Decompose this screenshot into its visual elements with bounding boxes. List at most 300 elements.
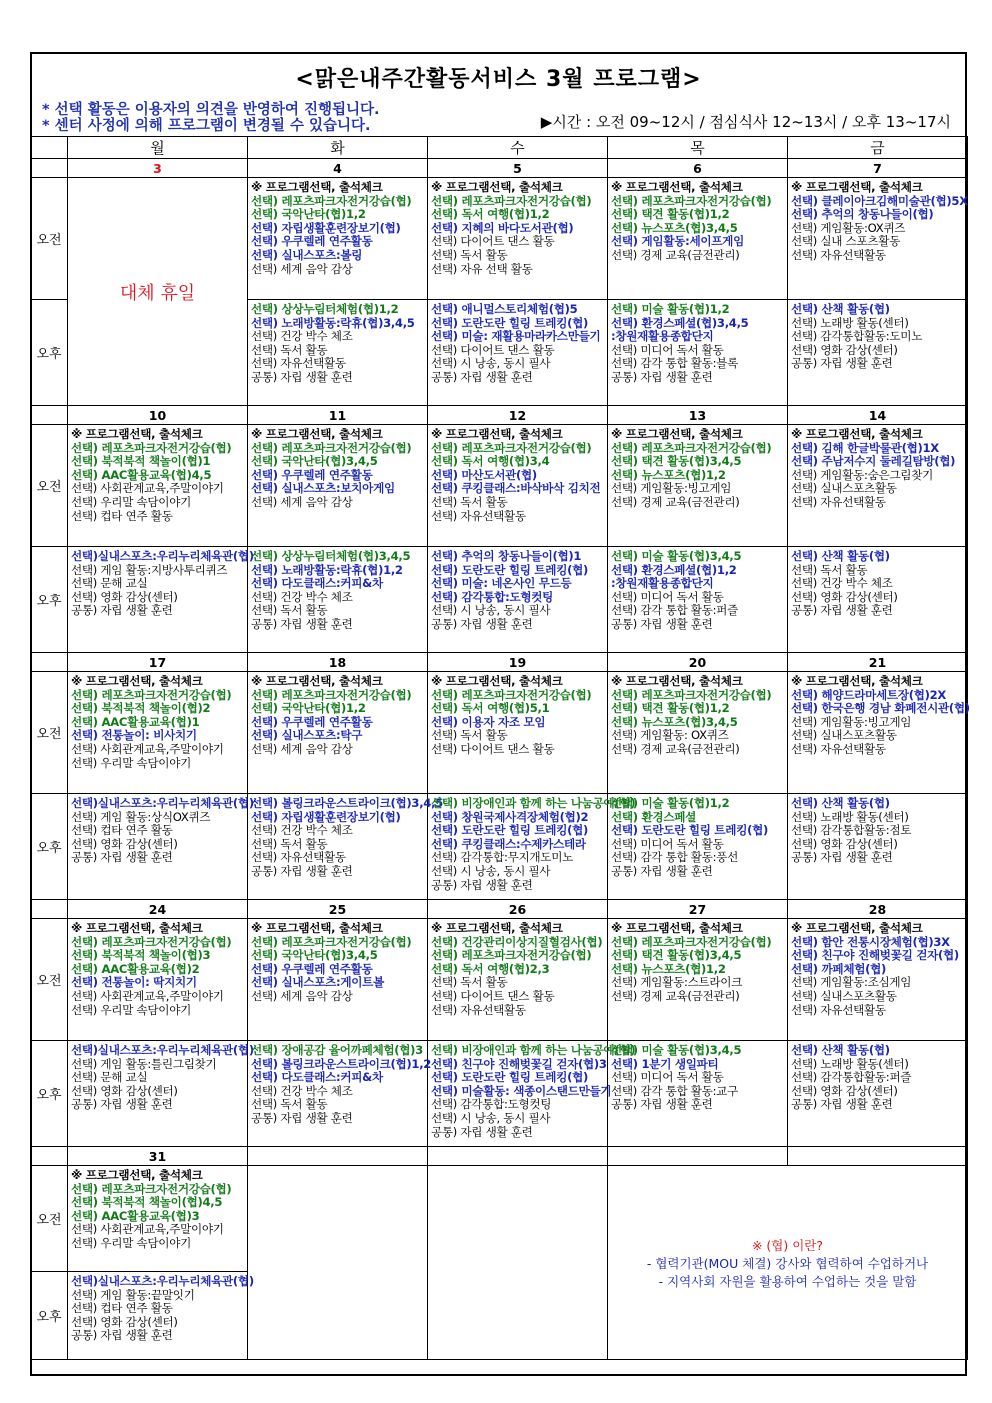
- activity-line: 선택) 감각 통합 활동:교구: [611, 1083, 738, 1098]
- corner-cell: [31, 900, 68, 919]
- activity-line: 선택) 독서 여행(협)2,3: [431, 961, 550, 976]
- activity-line: 선택) 장애공감 율어까페체험(협)3: [251, 1043, 423, 1057]
- activity-cell: [608, 919, 788, 1041]
- activity-line: 공통) 자립 생활 훈련: [251, 616, 353, 631]
- activity-line: ※ 프로그램선택, 출석체크: [431, 674, 563, 688]
- activity-line: 선택) 레포츠파크자전거강습(협): [71, 1181, 232, 1196]
- activity-line: 공통) 자립 생활 훈련: [431, 616, 533, 631]
- notice-line: * 센터 사정에 의해 프로그램이 변경될 수 있습니다.: [42, 118, 371, 134]
- activity-line: 선택) 한국은행 경남 화폐전시관(협): [791, 701, 970, 716]
- activity-line: 선택) 독서 활동: [431, 728, 508, 743]
- activity-line: 선택) 게임활동:세이프게임: [611, 234, 744, 249]
- legend-line: - 협력기관(MOU 체결) 강사와 협력하여 수업하거나: [646, 1255, 929, 1271]
- date-row: [31, 1147, 968, 1166]
- activity-cell: [428, 425, 608, 547]
- activity-line: 선택) 북적북적 책놀이(협)3: [71, 948, 211, 963]
- period-label: 오후: [31, 1041, 68, 1147]
- period-label: 오전: [31, 672, 68, 794]
- activity-line: 선택) 게임활동:숨은그림찾기: [791, 467, 934, 482]
- weekday-header: 화: [248, 137, 428, 159]
- date-cell: 3: [68, 159, 248, 178]
- activity-line: 선택) 뉴스포츠(협)1,2: [611, 961, 726, 976]
- activity-line: 선택) 볼링크라운스트라이크(협)3,4,5: [251, 796, 443, 810]
- activity-line: 선택) 사회관계교육,주말이야기: [71, 741, 224, 756]
- activity-line: ※ 프로그램선택, 출석체크: [431, 180, 563, 194]
- activity-line: 선택) 감각통합활동:도미노: [791, 329, 923, 344]
- activity-line: ※ 프로그램선택, 출석체크: [611, 427, 743, 441]
- period-label: 오전: [31, 178, 68, 300]
- activity-cell: [68, 1041, 254, 1147]
- activity-line: 선택) 레포츠파크자전거강습(협): [71, 440, 232, 455]
- activity-line: 선택) 다도클래스:커피&차: [251, 576, 383, 591]
- weekday-header: 금: [788, 137, 968, 159]
- activity-line: 선택) AAC활용교육(협)3: [71, 1208, 200, 1223]
- activity-cell: [788, 178, 968, 300]
- activity-line: 선택) 추억의 창동나들이(협)1: [431, 549, 582, 563]
- activity-cell: [248, 178, 428, 300]
- activity-list: [68, 425, 247, 525]
- activity-line: 선택) 산책 활동(협): [791, 302, 890, 316]
- date-cell: [428, 1147, 608, 1166]
- activity-line: 선택) 자유선택활동: [791, 741, 886, 756]
- activity-cell: [608, 547, 788, 653]
- date-cell: 26: [428, 900, 608, 919]
- activity-cell: [68, 425, 248, 547]
- activity-line: 선택) 레포츠파크자전거강습(협): [611, 687, 772, 702]
- activity-line: 선택) 해양드라마세트장(협)2X: [791, 687, 947, 702]
- activity-line: ※ 프로그램선택, 출석체크: [791, 427, 923, 441]
- activity-line: 선택) 뉴스포츠(협)3,4,5: [611, 714, 738, 729]
- activity-line: 선택) 미술: 재활용마라카스만들기: [431, 329, 601, 344]
- activity-line: 선택) 레포츠파크자전거강습(협): [71, 687, 232, 702]
- activity-cell: [788, 1041, 968, 1147]
- activity-line: 선택) 택견 활동(협)1,2: [611, 701, 730, 716]
- date-cell: 11: [248, 406, 428, 425]
- activity-line: 선택) 레포츠파크자전거강습(협): [611, 934, 772, 949]
- date-cell: 31: [68, 1147, 248, 1166]
- activity-line: 선택) 전통놀이: 비사치기: [71, 728, 197, 743]
- activity-cell: [248, 425, 428, 547]
- date-row: [31, 406, 968, 425]
- activity-line: 선택) 환경스페셜(협)3,4,5: [611, 315, 749, 330]
- activity-line: 선택)실내스포츠:우리누리체육관(협): [71, 796, 254, 810]
- activity-line: ※ 프로그램선택, 출석체크: [251, 674, 383, 688]
- activity-line: 선택) 시 낭송, 동시 필사: [431, 603, 551, 618]
- corner-cell: [31, 406, 68, 425]
- activity-line: 선택) 미술 활동(협)1,2: [611, 302, 730, 316]
- activity-list: [608, 547, 787, 634]
- activity-line: 선택) 감각 통합 활동:퍼즐: [611, 603, 738, 618]
- activity-line: 선택) 감각통합활동:점토: [791, 823, 912, 838]
- activity-cell: [608, 794, 788, 900]
- activity-line: 공통) 자립 생활 훈련: [71, 1097, 173, 1112]
- date-cell: [788, 1147, 968, 1166]
- activity-line: 선택) 실내스포츠:탁구: [251, 728, 363, 743]
- activity-line: ※ 프로그램선택, 출석체크: [611, 180, 743, 194]
- activity-line: 선택) 마산도서관(협): [431, 467, 537, 482]
- activity-line: 공통) 자립 생활 훈련: [71, 603, 173, 618]
- activity-line: 선택) 국악난타(협)1,2: [251, 701, 366, 716]
- period-label: 오후: [31, 1272, 68, 1360]
- activity-line: 공통) 자립 생활 훈련: [431, 369, 533, 384]
- activity-cell: [428, 672, 608, 794]
- activity-line: 공통) 자립 생활 훈련: [611, 1097, 713, 1112]
- activity-line: 선택) 미술활동: 색종이스탠드만들기: [431, 1083, 612, 1098]
- activity-line: 선택) 자유선택활동: [431, 1002, 526, 1017]
- activity-cell: [68, 794, 254, 900]
- activity-list: [68, 919, 247, 1019]
- activity-line: 선택) 우쿠렐레 연주활동: [251, 467, 373, 482]
- period-label: 오전: [31, 1166, 68, 1272]
- activity-line: 선택) 북적북적 책놀이(협)2: [71, 701, 211, 716]
- period-label: 오후: [31, 547, 68, 653]
- activity-line: 공통) 자립 생활 훈련: [251, 369, 353, 384]
- activity-line: 선택) 감각 통합 활동:풍선: [611, 850, 738, 865]
- activity-line: ※ 프로그램선택, 출석체크: [791, 674, 923, 688]
- activity-line: 선택) 클레이아크김해미술관(협)5X: [791, 193, 968, 208]
- activity-cell: [788, 919, 968, 1041]
- activity-line: 선택) 노래방활동:락휴(협)3,4,5: [251, 315, 415, 330]
- header: [32, 54, 965, 138]
- activity-line: 선택) 우리말 속담이야기: [71, 494, 191, 509]
- activity-line: :창원재활용종합단지: [611, 576, 714, 591]
- activity-cell: [248, 300, 428, 406]
- activity-list: [248, 794, 443, 881]
- activity-cell: [608, 300, 788, 406]
- activity-line: 선택) 우리말 속담이야기: [71, 1235, 191, 1250]
- activity-list: [428, 178, 607, 278]
- weekday-header-row: [31, 137, 968, 159]
- activity-line: 선택) 도란도란 힐링 트레킹(협): [431, 562, 589, 577]
- activity-line: 선택) 게임 활동:틀린그림찾기: [71, 1056, 217, 1071]
- activity-cell: [788, 794, 968, 900]
- activity-line: 선택) 우쿠렐레 연주활동: [251, 714, 373, 729]
- activity-cell: [788, 425, 968, 547]
- activity-line: 선택) 이용자 자조 모임: [431, 714, 546, 729]
- activity-line: 선택) 사회관계교육,주말이야기: [71, 481, 224, 496]
- activity-line: 공통) 자립 생활 훈련: [791, 603, 893, 618]
- date-cell: 19: [428, 653, 608, 672]
- activity-line: 선택) 노래방 활동(센터): [791, 315, 909, 330]
- activity-line: 선택) 건강 박수 체조: [251, 589, 353, 604]
- activity-list: [608, 672, 787, 759]
- activity-cell: [608, 1041, 788, 1147]
- activity-line: 선택) 경제 교육(금전관리): [611, 494, 740, 509]
- activity-line: 선택) AAC활용교육(협)1: [71, 714, 200, 729]
- activity-line: 선택) 독서 활동: [251, 342, 328, 357]
- activity-line: 선택) 독서 활동: [431, 494, 508, 509]
- activity-line: 선택) 사회관계교육,주말이야기: [71, 1222, 224, 1237]
- activity-line: 선택) 건강 박수 체조: [251, 823, 353, 838]
- activity-line: 선택) 시 낭송, 동시 필사: [431, 1110, 551, 1125]
- activity-line: 선택) 도란도란 힐링 트레킹(협): [431, 823, 589, 838]
- activity-cell: [68, 919, 248, 1041]
- activity-list: [608, 794, 787, 881]
- activity-line: 선택) 미술 활동(협)3,4,5: [611, 1043, 742, 1057]
- activity-cell: [608, 178, 788, 300]
- activity-line: 선택) 경제 교육(금전관리): [611, 247, 740, 262]
- activity-list: [788, 919, 967, 1019]
- activity-line: 선택) 감각통합:도형컷팅: [431, 1097, 552, 1112]
- activity-line: 선택) 감각통합:도형컷팅: [431, 589, 554, 604]
- activity-line: 선택) 자유선택활동: [791, 247, 886, 262]
- activity-line: 선택) 우쿠렐레 연주활동: [251, 961, 373, 976]
- activity-line: 선택) 북적북적 책놀이(협)4,5: [71, 1195, 223, 1210]
- activity-line: 선택) AAC활용교육(협)2: [71, 961, 200, 976]
- activity-line: ※ 프로그램선택, 출석체크: [791, 180, 923, 194]
- activity-cell: [248, 794, 443, 900]
- activity-line: 선택)실내스포츠:우리누리체육관(협): [71, 1274, 254, 1288]
- weekday-header: 월: [68, 137, 248, 159]
- date-cell: [248, 1147, 428, 1166]
- activity-list: [248, 547, 427, 634]
- activity-line: 선택) 비장애인과 함께 하는 나눔공예(협): [431, 1043, 636, 1057]
- period-label: 오전: [31, 425, 68, 547]
- period-label: 오후: [31, 794, 68, 900]
- activity-line: 선택) 김해 한글박물관(협)1X: [791, 440, 939, 455]
- activity-line: 선택) 실내스포츠활동: [791, 481, 897, 496]
- activity-line: 선택) 컵타 연주 활동: [71, 823, 173, 838]
- activity-line: 선택) 자유선택활동: [251, 356, 346, 371]
- activity-line: 선택) 국악난타(협)3,4,5: [251, 948, 378, 963]
- activity-list: [608, 1041, 787, 1114]
- activity-line: 선택) 게임활동: OX퀴즈: [611, 728, 729, 743]
- date-cell: 21: [788, 653, 968, 672]
- activity-line: 선택) 컵타 연주 활동: [71, 1301, 173, 1316]
- activity-line: 공통) 자립 생활 훈련: [251, 863, 353, 878]
- date-cell: 20: [608, 653, 788, 672]
- activity-cell: [428, 794, 636, 900]
- activity-line: 선택) 도란도란 힐링 트레킹(협): [611, 823, 769, 838]
- legend-title: ※ (협) 이란?: [751, 1237, 824, 1253]
- activity-line: 선택) 우쿠렐레 연주활동: [251, 234, 373, 249]
- activity-line: 선택) 레포츠파크자전거강습(협): [431, 948, 592, 963]
- date-cell: 24: [68, 900, 248, 919]
- date-row: [31, 159, 968, 178]
- activity-line: 선택) 함안 전통시장체험(협)3X: [791, 934, 950, 949]
- empty-cell: [248, 1166, 428, 1360]
- activity-line: 선택) 독서 여행(협)3,4: [431, 454, 550, 469]
- activity-list: [248, 425, 427, 512]
- activity-line: 선택) 세계 음악 감상: [251, 494, 353, 509]
- activity-line: 선택) 노래방활동:락휴(협)1,2: [251, 562, 403, 577]
- activity-line: 선택) 우리말 속담이야기: [71, 755, 191, 770]
- activity-line: 선택) 미술 활동(협)3,4,5: [611, 549, 742, 563]
- activity-line: 선택) 실내스포츠:볼링: [251, 247, 363, 262]
- holiday-cell: 대체 휴일: [68, 178, 248, 406]
- activity-list: [248, 1041, 432, 1128]
- date-cell: 28: [788, 900, 968, 919]
- activity-line: 선택) 게임 활동:상식OX퀴즈: [71, 809, 211, 824]
- activity-line: 선택) 영화 감상(센터): [791, 1083, 898, 1098]
- morning-row: [31, 178, 968, 300]
- activity-line: 선택) 문해 교실: [71, 576, 148, 591]
- activity-line: 공통) 자립 생활 훈련: [791, 356, 893, 371]
- activity-line: 선택) 건강 박수 체조: [791, 576, 893, 591]
- activity-line: 선택) 경제 교육(금전관리): [611, 741, 740, 756]
- period-label: 오전: [31, 919, 68, 1041]
- activity-cell: [68, 672, 248, 794]
- activity-line: 선택) 산책 활동(협): [791, 796, 890, 810]
- activity-line: 선택) 자유선택활동: [791, 1002, 886, 1017]
- activity-line: 선택) 1분기 생일파티: [611, 1056, 719, 1071]
- activity-line: 선택) 미디어 독서 활동: [611, 836, 724, 851]
- activity-cell: [248, 919, 428, 1041]
- activity-line: 선택) 자유 선택 활동: [431, 261, 533, 276]
- activity-line: 선택) 환경스페셜: [611, 809, 697, 824]
- activity-line: 선택) 자유선택활동: [251, 850, 346, 865]
- activity-line: 선택) 감각통합활동:퍼즐: [791, 1070, 912, 1085]
- activity-line: 선택) 택견 활동(협)3,4,5: [611, 454, 742, 469]
- activity-line: 선택) 세계 음악 감상: [251, 261, 353, 276]
- activity-line: 공통) 자립 생활 훈련: [71, 850, 173, 865]
- activity-line: 선택) 볼링크라운스트라이크(협)1,2: [251, 1056, 432, 1071]
- activity-line: 선택) 도란도란 힐링 트레킹(협): [431, 1070, 589, 1085]
- activity-cell: [608, 672, 788, 794]
- activity-line: 선택) 영화 감상(센터): [791, 836, 898, 851]
- activity-line: 공통) 자립 생활 훈련: [431, 877, 533, 892]
- morning-row: [31, 919, 968, 1041]
- activity-line: 선택) 택견 활동(협)1,2: [611, 207, 730, 222]
- activity-line: ※ 프로그램선택, 출석체크: [251, 427, 383, 441]
- activity-cell: [68, 547, 254, 653]
- date-cell: 25: [248, 900, 428, 919]
- activity-line: 선택) 실내스포츠:게이트볼: [251, 975, 384, 990]
- activity-list: [608, 425, 787, 512]
- corner-cell: [31, 159, 68, 178]
- activity-cell: [428, 919, 608, 1041]
- activity-list: [788, 794, 967, 867]
- activity-line: ※ 프로그램선택, 출석체크: [431, 921, 563, 935]
- date-cell: 5: [428, 159, 608, 178]
- activity-line: 선택) 상상누림터체험(협)1,2: [251, 302, 399, 316]
- activity-line: 선택) 독서 여행(협)1,2: [431, 207, 550, 222]
- activity-list: [788, 300, 967, 373]
- date-cell: 4: [248, 159, 428, 178]
- activity-list: [788, 672, 970, 759]
- activity-line: 선택) 미술: 네온사인 무드등: [431, 576, 572, 591]
- activity-cell: [428, 178, 608, 300]
- morning-row: [31, 425, 968, 547]
- date-cell: 13: [608, 406, 788, 425]
- activity-line: 선택) 레포츠파크자전거강습(협): [251, 934, 412, 949]
- activity-line: 선택) 영화 감상(센터): [791, 589, 898, 604]
- activity-line: ※ 프로그램선택, 출석체크: [71, 921, 203, 935]
- activity-line: 선택) 친구야 진해벚꽃길 걷자(협)3: [431, 1056, 607, 1071]
- date-row: [31, 653, 968, 672]
- activity-line: 선택) 자립생활훈련장보기(협): [251, 220, 401, 235]
- activity-cell: [788, 547, 968, 653]
- activity-line: 선택) 애니멀스토리체험(협)5: [431, 302, 578, 316]
- corner-cell: [31, 653, 68, 672]
- activity-line: 선택) 쿠킹클래스:수제카스테라: [431, 836, 586, 851]
- date-cell: [608, 1147, 788, 1166]
- activity-line: 선택) 뉴스포츠(협)1,2: [611, 467, 726, 482]
- afternoon-row: [31, 1041, 968, 1147]
- corner-cell: [31, 1147, 68, 1166]
- activity-line: 선택) 독서 활동: [251, 1097, 328, 1112]
- activity-line: 선택) 산책 활동(협): [791, 549, 890, 563]
- activity-line: 선택) 주남저수지 둘레길탐방(협): [791, 454, 956, 469]
- activity-list: [608, 300, 787, 387]
- activity-line: 선택) 다이어트 댄스 활동: [431, 988, 555, 1003]
- activity-line: 선택) 북적북적 책놀이(협)1: [71, 454, 211, 469]
- activity-cell: [788, 672, 968, 794]
- activity-line: 선택) 레포츠파크자전거강습(협): [431, 440, 592, 455]
- activity-line: 선택) 미디어 독서 활동: [611, 342, 724, 357]
- activity-line: 선택) 노래방 활동(센터): [791, 1056, 909, 1071]
- activity-line: 선택) 독서 활동: [431, 247, 508, 262]
- activity-line: 선택) 자유선택활동: [791, 494, 886, 509]
- activity-line: 선택) 게임활동:스트라이크: [611, 975, 743, 990]
- activity-cell: [608, 425, 788, 547]
- activity-line: 선택) 게임 활동:끝말잇기: [71, 1287, 195, 1302]
- activity-line: 선택) 환경스페셜(협)1,2: [611, 562, 737, 577]
- activity-line: 선택) 레포츠파크자전거강습(협): [611, 193, 772, 208]
- activity-list: [248, 919, 427, 1006]
- time-info: ▶시간 : 오전 09~12시 / 점심식사 12~13시 / 오후 13~17시: [540, 113, 951, 131]
- activity-line: 선택) 비장애인과 함께 하는 나눔공예(협): [431, 796, 636, 810]
- activity-cell: [248, 672, 428, 794]
- activity-line: 선택) 영화 감상(센터): [71, 836, 178, 851]
- activity-list: [428, 1041, 636, 1141]
- activity-line: 선택) 자립생활훈련장보기(협): [251, 809, 401, 824]
- activity-line: 선택) 건강 박수 체조: [251, 1083, 353, 1098]
- activity-list: [68, 672, 247, 772]
- activity-line: 선택) 레포츠파크자전거강습(협): [251, 440, 412, 455]
- activity-cell: [428, 1041, 636, 1147]
- activity-line: 선택) 자유선택활동: [431, 508, 526, 523]
- activity-line: 선택) 전통놀이: 딱지치기: [71, 975, 197, 990]
- activity-list: [788, 178, 967, 265]
- period-label: 오후: [31, 300, 68, 406]
- morning-row: [31, 672, 968, 794]
- activity-line: 선택) 영화 감상(센터): [71, 1314, 178, 1329]
- activity-line: 선택) 문해 교실: [71, 1070, 148, 1085]
- activity-line: 선택) 친구야 진해벚꽃길 걷자(협): [791, 948, 959, 963]
- activity-cell: [248, 547, 428, 653]
- activity-line: 선택) 다이어트 댄스 활동: [431, 342, 555, 357]
- activity-line: 선택) 까페체험(협): [791, 961, 887, 976]
- activity-line: 공통) 자립 생활 훈련: [791, 1097, 893, 1112]
- activity-cell: [428, 300, 608, 406]
- afternoon-row: [31, 547, 968, 653]
- activity-line: 선택) 레포츠파크자전거강습(협): [251, 687, 412, 702]
- activity-line: 공통) 자립 생활 훈련: [611, 369, 713, 384]
- activity-line: ※ 프로그램선택, 출석체크: [251, 180, 383, 194]
- activity-line: 선택) 실내스포츠:보치아게임: [251, 481, 395, 496]
- activity-line: 선택) 독서 활동: [251, 603, 328, 618]
- activity-line: 선택) 다도클래스:커피&차: [251, 1070, 383, 1085]
- activity-list: [788, 1041, 967, 1114]
- activity-line: 선택) 지혜의 바다도서관(협): [431, 220, 574, 235]
- activity-line: ※ 프로그램선택, 출석체크: [71, 427, 203, 441]
- activity-line: 선택) 건강관리이상지질혈검사(협): [431, 934, 603, 949]
- empty-cell: [428, 1166, 608, 1360]
- activity-line: 선택) 영화 감상(센터): [71, 589, 178, 604]
- activity-line: 공통) 자립 생활 훈련: [431, 1124, 533, 1139]
- activity-list: [608, 178, 787, 265]
- weekday-header: 목: [608, 137, 788, 159]
- activity-line: 선택) 우리말 속담이야기: [71, 1002, 191, 1017]
- activity-cell: [248, 1041, 432, 1147]
- activity-line: 선택) 도란도란 힐링 트레킹(협): [431, 315, 589, 330]
- activity-line: 선택) 게임활동:OX퀴즈: [791, 220, 906, 235]
- activity-line: 선택) 미디어 독서 활동: [611, 589, 724, 604]
- activity-list: [428, 672, 607, 759]
- activity-list: [428, 919, 607, 1019]
- activity-line: 선택) 레포츠파크자전거강습(협): [431, 687, 592, 702]
